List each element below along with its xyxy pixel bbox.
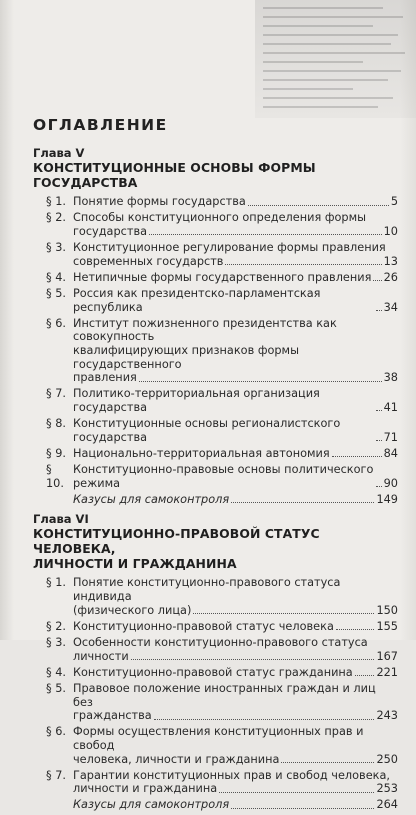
leader-dots (193, 613, 374, 614)
entry-title: Понятие формы государства (73, 195, 246, 208)
page-number: 250 (376, 752, 398, 766)
section-number: § 6. (46, 316, 67, 330)
section-number: § 2. (46, 619, 67, 633)
entry-line (73, 620, 398, 634)
leader-dots (131, 659, 375, 660)
page-number: 10 (383, 224, 398, 238)
entry-line (73, 387, 398, 414)
entry-line (73, 317, 398, 344)
entry-line (73, 417, 398, 444)
chapter-label: Глава V (33, 146, 85, 160)
leader-dots (376, 410, 382, 411)
entry-title: Конституционно-правовой статус гражданина (73, 665, 353, 679)
entry-line (73, 798, 398, 812)
entry-body (73, 271, 398, 285)
leader-dots (219, 792, 374, 793)
page-number: 38 (383, 371, 398, 385)
self-control-label: Казусы для самоконтроля (73, 798, 230, 812)
section-number: § 1. (46, 195, 67, 208)
leader-dots (376, 310, 382, 311)
section-number: § 9. (46, 446, 67, 460)
leader-dots (225, 264, 381, 265)
toc-entry[interactable] (33, 769, 398, 796)
chapter-block (33, 512, 398, 812)
entry-title: Гарантии конституционных прав и свобод человека, (73, 768, 391, 782)
entry-line (73, 636, 398, 650)
entry-line (73, 769, 398, 783)
leader-dots (154, 719, 375, 720)
section-number: § 6. (46, 725, 67, 739)
entry-line (73, 241, 398, 255)
chapter-label: Глава VI (33, 512, 89, 527)
entry-title: человека, личности и гражданина (73, 752, 280, 766)
entry-title: Конституционно-правовые основы политического режима (73, 463, 374, 490)
entry-line (73, 666, 398, 680)
entry-line (73, 195, 398, 209)
entry-line (73, 255, 398, 269)
leader-dots (231, 502, 374, 503)
entry-title: Политико-территориальная организация государства (73, 387, 320, 414)
page-number: 155 (376, 619, 398, 633)
page-number: 26 (383, 270, 398, 284)
section-number: § 4. (46, 665, 67, 679)
page-number: 84 (383, 446, 398, 460)
section-number: § 4. (46, 270, 67, 284)
section-number: § 7. (46, 387, 67, 401)
toc-entry[interactable] (33, 447, 398, 461)
entry-title: Особенности конституционно-правового статуса (73, 635, 368, 649)
page-number: 13 (383, 254, 398, 268)
entry-title: Конституционное регулирование формы правления (73, 240, 386, 254)
chapter-block (33, 146, 398, 506)
chapter-title-line: ЛИЧНОСТИ И ГРАЖДАНИНА (33, 556, 237, 572)
toc-entry[interactable] (33, 636, 398, 663)
entry-title: современных государств (73, 254, 224, 268)
entry-line (73, 371, 398, 385)
leader-dots (248, 205, 389, 206)
entry-line (73, 650, 398, 664)
leader-dots (139, 381, 382, 382)
entry-body (73, 241, 398, 268)
entry-line (73, 682, 398, 709)
entry-body (73, 317, 398, 385)
page-number: 5 (390, 195, 398, 208)
page-number: 149 (376, 492, 398, 506)
toc-entry[interactable] (33, 195, 398, 209)
section-number: § 5. (46, 681, 67, 695)
page-number: 264 (376, 798, 398, 812)
page-number: 90 (383, 476, 398, 490)
entry-body (73, 387, 398, 414)
self-control-entry[interactable] (33, 493, 398, 507)
leader-dots (376, 486, 382, 487)
toc-entry[interactable] (33, 725, 398, 766)
leader-dots (149, 234, 382, 235)
chapter-title (33, 526, 398, 571)
toc-entry[interactable] (33, 666, 398, 680)
entry-body (73, 769, 398, 796)
entry-line (73, 753, 398, 767)
page-number: 41 (383, 400, 398, 414)
leader-dots (373, 280, 381, 281)
section-number: § 5. (46, 286, 67, 300)
entry-body (73, 447, 398, 461)
entry-line (73, 709, 398, 723)
page-number: 167 (376, 649, 398, 663)
leader-dots (231, 808, 374, 809)
entry-line (73, 447, 398, 461)
entry-line (73, 211, 398, 225)
self-control-entry[interactable] (33, 798, 398, 812)
leader-dots (332, 456, 382, 457)
toc-entry[interactable] (33, 387, 398, 414)
entry-line (73, 287, 398, 314)
chapter-title-line: КОНСТИТУЦИОННО-ПРАВОВОЙ СТАТУС ЧЕЛОВЕКА, (33, 526, 320, 557)
entry-title: Конституционно-правовой статус человека (73, 619, 334, 633)
entry-title: Институт пожизненного президентства как совокупность (73, 316, 337, 344)
entry-title: личности (73, 649, 129, 663)
entry-line (73, 576, 398, 603)
leader-dots (281, 762, 374, 763)
entry-line (73, 225, 398, 239)
page-number: 34 (383, 300, 398, 314)
entry-line (73, 271, 398, 285)
page-number: 243 (376, 709, 398, 723)
chapters-container (33, 146, 398, 812)
entry-title: Понятие конституционно-правового статуса индивида (73, 576, 341, 603)
entry-title: Национально-территориальная автономия (73, 446, 330, 460)
entry-title: квалифицирующих признаков формы государственного (73, 343, 300, 371)
toc-entry[interactable] (33, 271, 398, 285)
chapter-title-line: КОНСТИТУЦИОННЫЕ ОСНОВЫ ФОРМЫ ГОСУДАРСТВА (33, 160, 316, 190)
entry-title: Россия как президентско-парламентская республика (73, 286, 321, 314)
entry-line (73, 463, 398, 490)
entry-title: гражданства (73, 709, 152, 723)
entry-line (73, 604, 398, 618)
entry-title: Формы осуществления конституционных прав и свобод (73, 725, 364, 752)
chapter-title (33, 160, 398, 190)
bleed-through-text (255, 0, 416, 118)
entry-title: государства (73, 224, 148, 238)
entry-title: (физического лица) (73, 603, 192, 617)
entry-title: Способы конституционного определения формы (73, 211, 367, 225)
self-control-label: Казусы для самоконтроля (73, 492, 230, 506)
section-number: § 7. (46, 768, 67, 782)
section-number: § 8. (46, 417, 67, 431)
leader-dots (355, 675, 375, 676)
leader-dots (376, 440, 382, 441)
entry-body (73, 682, 398, 723)
table-of-contents (33, 116, 398, 815)
entry-title: правления (73, 371, 137, 385)
toc-entry[interactable] (33, 417, 398, 444)
toc-entry[interactable] (33, 620, 398, 634)
toc-entry[interactable] (33, 682, 398, 723)
entry-body (73, 576, 398, 617)
entry-title: Правовое положение иностранных граждан и лиц без (73, 681, 376, 709)
entry-body (73, 620, 398, 634)
entry-body (73, 287, 398, 314)
section-number: § 3. (46, 635, 67, 649)
toc-entry[interactable] (33, 576, 398, 617)
entry-body (73, 636, 398, 663)
entry-body (73, 211, 398, 238)
toc-title: ОГЛАВЛЕНИЕ (33, 116, 168, 134)
leader-dots (336, 629, 375, 630)
page-number: 253 (376, 782, 398, 796)
entry-body (73, 463, 398, 490)
section-number: § 1. (46, 576, 67, 590)
toc-entry[interactable] (33, 211, 398, 238)
entry-line (73, 493, 398, 507)
entry-body (73, 725, 398, 766)
entry-title: Конституционные основы регионалистского государства (73, 417, 341, 444)
section-number: § 10. (46, 463, 64, 490)
toc-entry[interactable] (33, 241, 398, 268)
entry-body (73, 417, 398, 444)
page-number: 71 (383, 430, 398, 444)
entry-title: Нетипичные формы государственного правления (73, 270, 372, 284)
entry-body (73, 666, 398, 680)
toc-entry[interactable] (33, 463, 398, 490)
page-number: 221 (376, 665, 398, 679)
entry-line (73, 344, 398, 371)
page-number: 150 (376, 603, 398, 617)
toc-entry[interactable] (33, 287, 398, 314)
entry-line (73, 725, 398, 752)
entry-title: личности и гражданина (73, 782, 218, 796)
entry-line (73, 782, 398, 796)
section-number: § 3. (46, 240, 67, 254)
toc-entry[interactable] (33, 317, 398, 385)
section-number: § 2. (46, 211, 67, 225)
entry-body (73, 195, 398, 209)
